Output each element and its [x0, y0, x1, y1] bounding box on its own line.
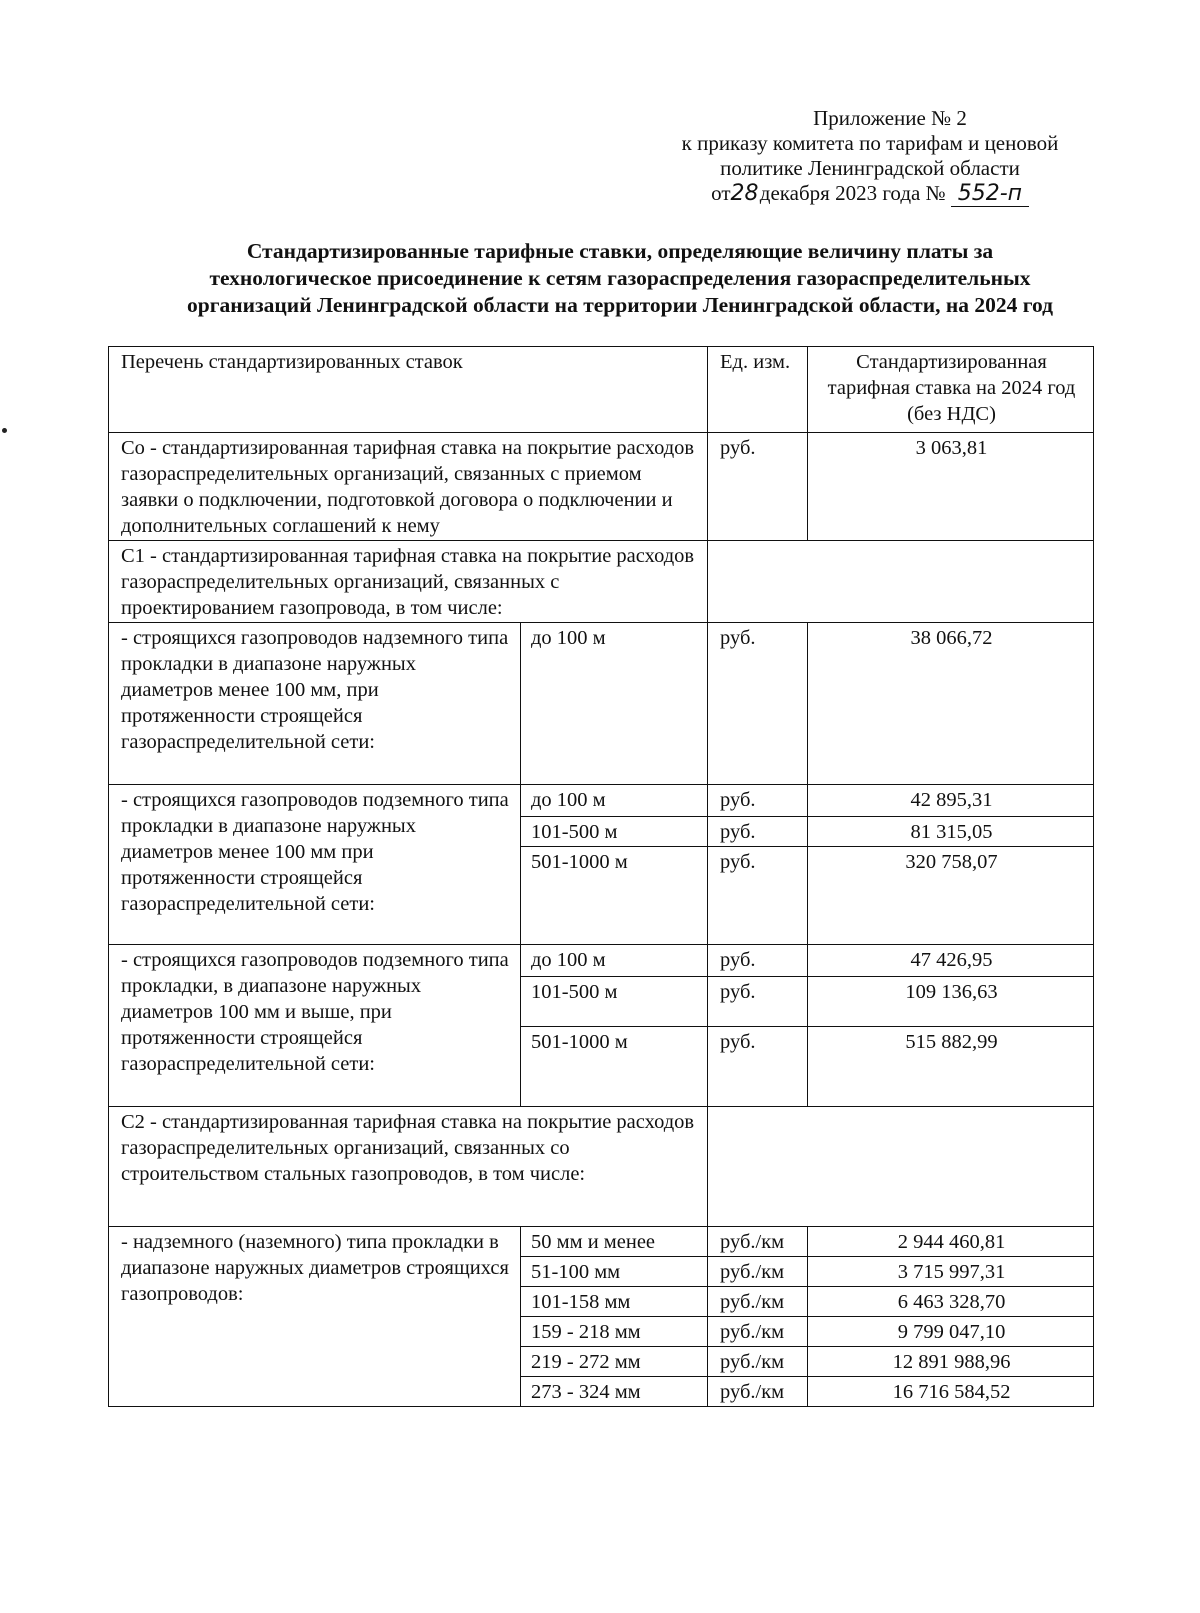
c2-empty-cell	[708, 1107, 1094, 1227]
range-cell: 501-1000 м	[521, 1027, 708, 1107]
range-cell: до 100 м	[521, 623, 708, 785]
unit-cell: руб.	[708, 945, 808, 977]
c1-description: С1 - стандартизированная тарифная ставка на покрытие расходов газораспределительных организаций, связанных с проектированием газопровода, в том числе:	[109, 541, 708, 623]
appendix-header	[620, 106, 1120, 207]
unit-cell: руб./км	[708, 1317, 808, 1347]
value-cell: 47 426,95	[808, 945, 1094, 977]
title-line-3: организаций Ленинградской области на территории Ленинградской области, на 2024 год	[187, 293, 1053, 317]
c1-empty-cell	[708, 541, 1094, 623]
table-row	[109, 785, 1094, 817]
unit-cell: руб.	[708, 785, 808, 817]
range-cell: 219 - 272 мм	[521, 1347, 708, 1377]
value-cell: 16 716 584,52	[808, 1377, 1094, 1407]
range-cell: 159 - 218 мм	[521, 1317, 708, 1347]
appendix-order-ref: к приказу комитета по тарифам и ценовой	[681, 131, 1059, 155]
tariff-rates-table	[108, 346, 1094, 1407]
appendix-order-ref-2: политике Ленинградской области	[720, 156, 1020, 180]
unit-cell: руб./км	[708, 1287, 808, 1317]
table-header-row	[109, 347, 1094, 433]
range-cell: 273 - 324 мм	[521, 1377, 708, 1407]
value-cell: 12 891 988,96	[808, 1347, 1094, 1377]
appendix-number: Приложение № 2	[813, 106, 967, 130]
c0-value: 3 063,81	[808, 433, 1094, 541]
value-cell: 2 944 460,81	[808, 1227, 1094, 1257]
value-cell: 81 315,05	[808, 817, 1094, 847]
c1-group-description: - строящихся газопроводов надземного типа прокладки в диапазоне наружных диаметров менее 100 мм, при протяженности строящейся газораспределительной сети:	[109, 623, 521, 785]
scan-speck	[2, 428, 7, 433]
value-cell: 109 136,63	[808, 977, 1094, 1027]
c0-unit: руб.	[708, 433, 808, 541]
order-date-text: декабря 2023 года №	[759, 181, 946, 205]
unit-cell: руб.	[708, 847, 808, 945]
range-cell: 101-158 мм	[521, 1287, 708, 1317]
value-cell: 42 895,31	[808, 785, 1094, 817]
table-row	[109, 945, 1094, 977]
range-cell: до 100 м	[521, 785, 708, 817]
table-row	[109, 1227, 1094, 1257]
c2-description: С2 - стандартизированная тарифная ставка на покрытие расходов газораспределительных организаций, связанных со строительством стальных газопроводов, в том числе:	[109, 1107, 708, 1227]
unit-cell: руб./км	[708, 1347, 808, 1377]
unit-cell: руб.	[708, 817, 808, 847]
title-line-1: Стандартизированные тарифные ставки, определяющие величину платы за	[246, 239, 994, 263]
range-cell: 101-500 м	[521, 817, 708, 847]
header-list: Перечень стандартизированных ставок	[109, 347, 708, 433]
c1-group-description: - строящихся газопроводов подземного типа прокладки, в диапазоне наружных диаметров 100 мм и выше, при протяженности строящейся газораспределительной сети:	[109, 945, 521, 1107]
range-cell: 50 мм и менее	[521, 1227, 708, 1257]
unit-cell: руб./км	[708, 1227, 808, 1257]
handwritten-order-number: 552-п	[951, 181, 1029, 207]
table-row	[109, 623, 1094, 785]
unit-cell: руб./км	[708, 1257, 808, 1287]
table-row-c0	[109, 433, 1094, 541]
table-row-c1-heading	[109, 541, 1094, 623]
range-cell: 51-100 мм	[521, 1257, 708, 1287]
value-cell: 515 882,99	[808, 1027, 1094, 1107]
c1-group-description: - строящихся газопроводов подземного типа прокладки в диапазоне наружных диаметров менее 100 мм при протяженности строящейся газораспределительной сети:	[109, 785, 521, 945]
range-cell: 101-500 м	[521, 977, 708, 1027]
value-cell: 6 463 328,70	[808, 1287, 1094, 1317]
order-date-line	[620, 181, 1120, 207]
c2-group-description: - надземного (наземного) типа прокладки в диапазоне наружных диаметров строящихся газопроводов:	[109, 1227, 521, 1407]
range-cell: 501-1000 м	[521, 847, 708, 945]
unit-cell: руб.	[708, 977, 808, 1027]
header-rate: Стандартизированная тарифная ставка на 2024 год (без НДС)	[808, 347, 1094, 433]
unit-cell: руб./км	[708, 1377, 808, 1407]
range-cell: до 100 м	[521, 945, 708, 977]
handwritten-day: 28	[730, 181, 759, 206]
unit-cell: руб.	[708, 623, 808, 785]
table-row-c2-heading	[109, 1107, 1094, 1227]
value-cell: 9 799 047,10	[808, 1317, 1094, 1347]
value-cell: 38 066,72	[808, 623, 1094, 785]
value-cell: 320 758,07	[808, 847, 1094, 945]
header-unit: Ед. изм.	[708, 347, 808, 433]
value-cell: 3 715 997,31	[808, 1257, 1094, 1287]
unit-cell: руб.	[708, 1027, 808, 1107]
title-line-2: технологическое присоединение к сетям газораспределения газораспределительных	[209, 266, 1031, 290]
document-title	[100, 238, 1140, 319]
order-prefix: от	[711, 181, 731, 205]
c0-description: Со - стандартизированная тарифная ставка на покрытие расходов газораспределительных организаций, связанных с приемом заявки о подключении, подготовкой договора о подключении и дополнительных соглашений к нему	[109, 433, 708, 541]
